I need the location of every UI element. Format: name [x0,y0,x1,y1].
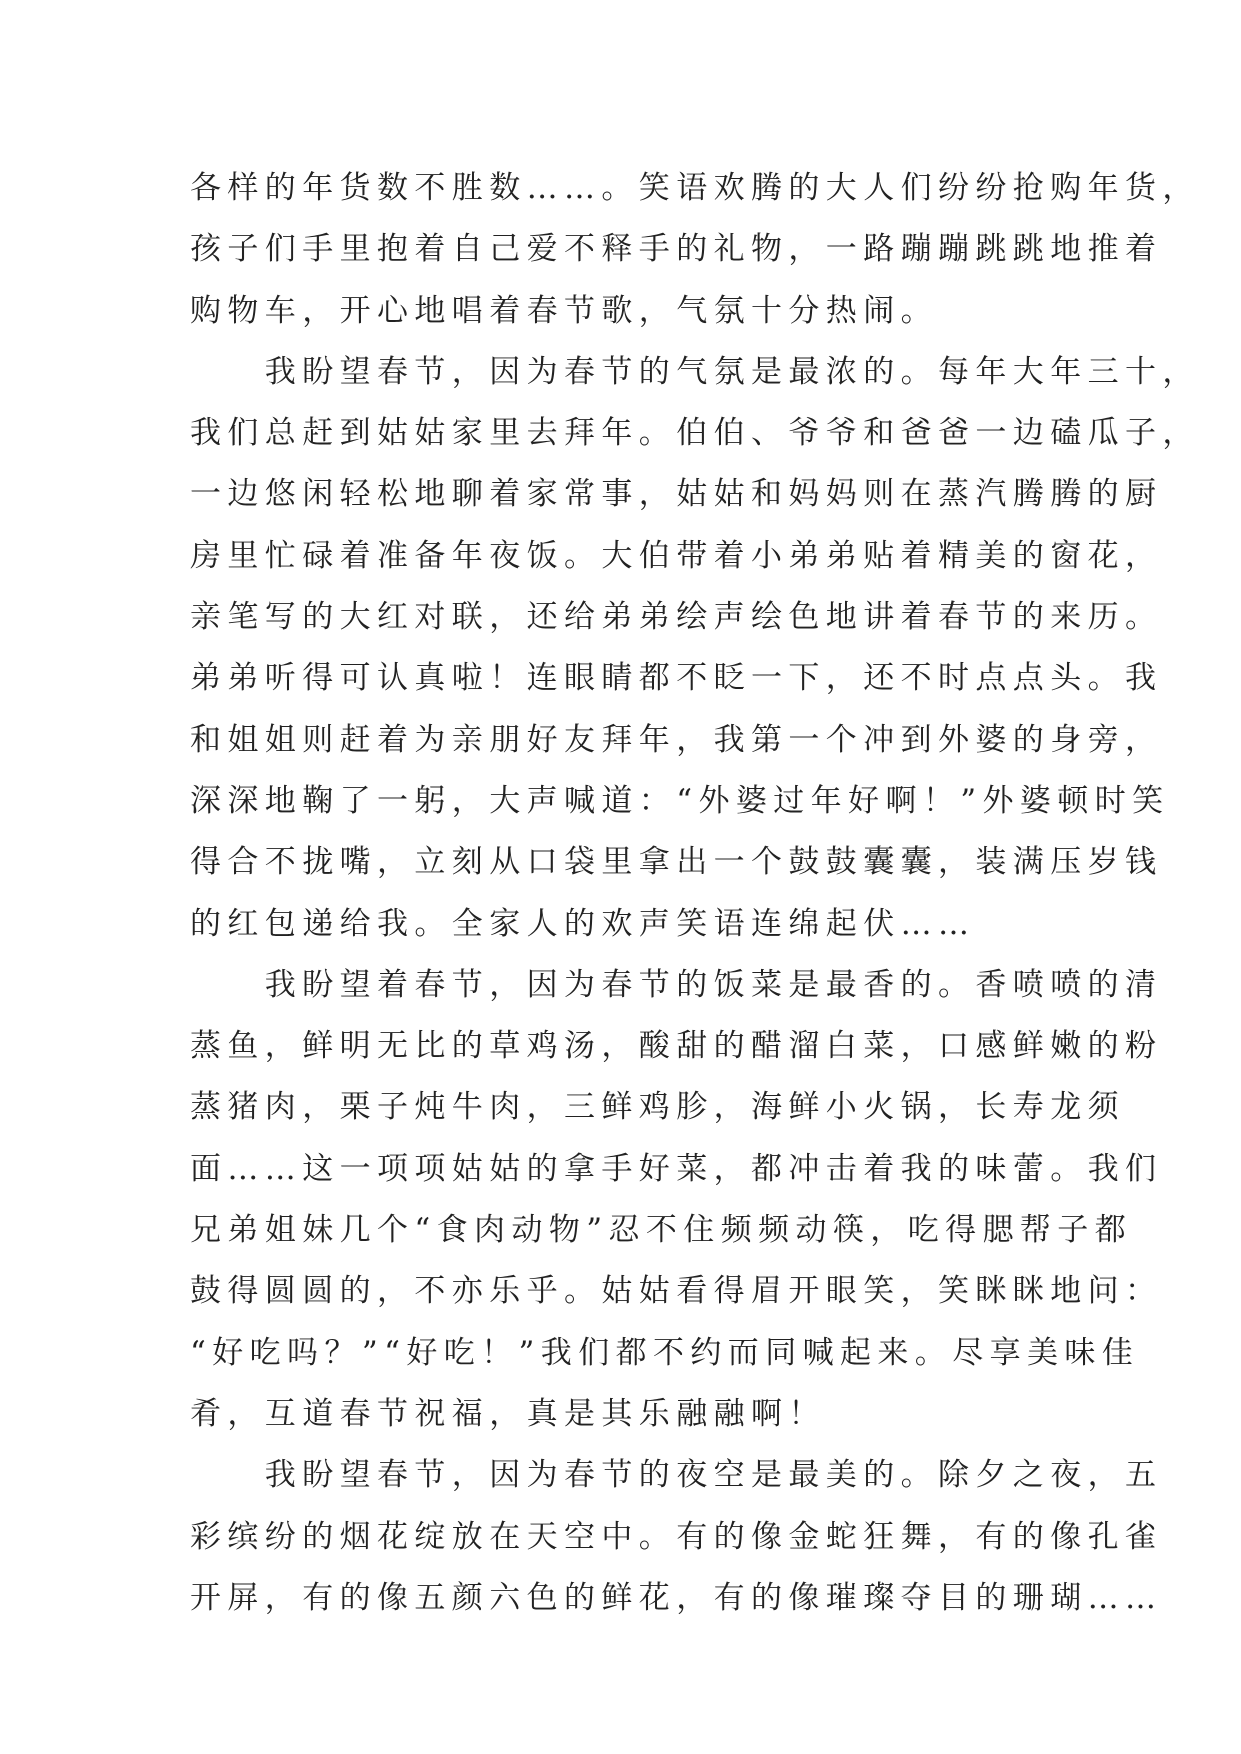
text-line: 蒸鱼，鲜明无比的草鸡汤，酸甜的醋溜白菜，口感鲜嫩的粉 [190,1028,1163,1065]
text-line: 肴，互道春节祝福，真是其乐融融啊！ [190,1395,826,1432]
text-line: 得合不拢嘴，立刻从口袋里拿出一个鼓鼓囊囊，装满压岁钱 [190,844,1163,881]
text-line: 购物车，开心地唱着春节歌，气氛十分热闹。 [190,292,938,329]
text-line: 亲笔写的大红对联，还给弟弟绘声绘色地讲着春节的来历。 [190,599,1163,636]
text-line: 的红包递给我。全家人的欢声笑语连绵起伏…… [190,905,976,942]
text-line: 和姐姐则赶着为亲朋好友拜年，我第一个冲到外婆的身旁， [190,721,1163,758]
text-line: “好吃吗？”“好吃！”我们都不约而同喊起来。尽享美味佳 [190,1334,1140,1371]
text-line: 深深地鞠了一躬，大声喊道：“外婆过年好啊！”外婆顿时笑 [190,782,1170,819]
text-line: 一边悠闲轻松地聊着家常事，姑姑和妈妈则在蒸汽腾腾的厨 [190,476,1163,513]
text-line: 我盼望春节，因为春节的气氛是最浓的。每年大年三十， [190,353,1200,390]
text-line: 弟弟听得可认真啦！连眼睛都不眨一下，还不时点点头。我 [190,660,1163,697]
body-text [190,158,1200,1629]
text-line: 彩缤纷的烟花绽放在天空中。有的像金蛇狂舞，有的像孔雀 [190,1518,1163,1555]
text-line: 孩子们手里抱着自己爱不释手的礼物，一路蹦蹦跳跳地推着 [190,231,1163,268]
text-line: 我盼望春节，因为春节的夜空是最美的。除夕之夜，五 [190,1457,1163,1494]
text-line: 开屏，有的像五颜六色的鲜花，有的像璀璨夺目的珊瑚…… [190,1579,1163,1616]
text-line: 我们总赶到姑姑家里去拜年。伯伯、爷爷和爸爸一边磕瓜子， [190,415,1200,452]
text-line: 兄弟姐妹几个“食肉动物”忍不住频频动筷，吃得腮帮子都 [190,1212,1133,1249]
text-line: 面……这一项项姑姑的拿手好菜，都冲击着我的味蕾。我们 [190,1150,1163,1187]
text-line: 鼓得圆圆的，不亦乐乎。姑姑看得眉开眼笑，笑眯眯地问： [190,1273,1163,1310]
text-line: 我盼望着春节，因为春节的饭菜是最香的。香喷喷的清 [190,966,1163,1003]
text-line: 房里忙碌着准备年夜饭。大伯带着小弟弟贴着精美的窗花， [190,537,1163,574]
text-line: 蒸猪肉，栗子炖牛肉，三鲜鸡胗，海鲜小火锅，长寿龙须 [190,1089,1125,1126]
text-line: 各样的年货数不胜数……。笑语欢腾的大人们纷纷抢购年货， [190,170,1200,206]
